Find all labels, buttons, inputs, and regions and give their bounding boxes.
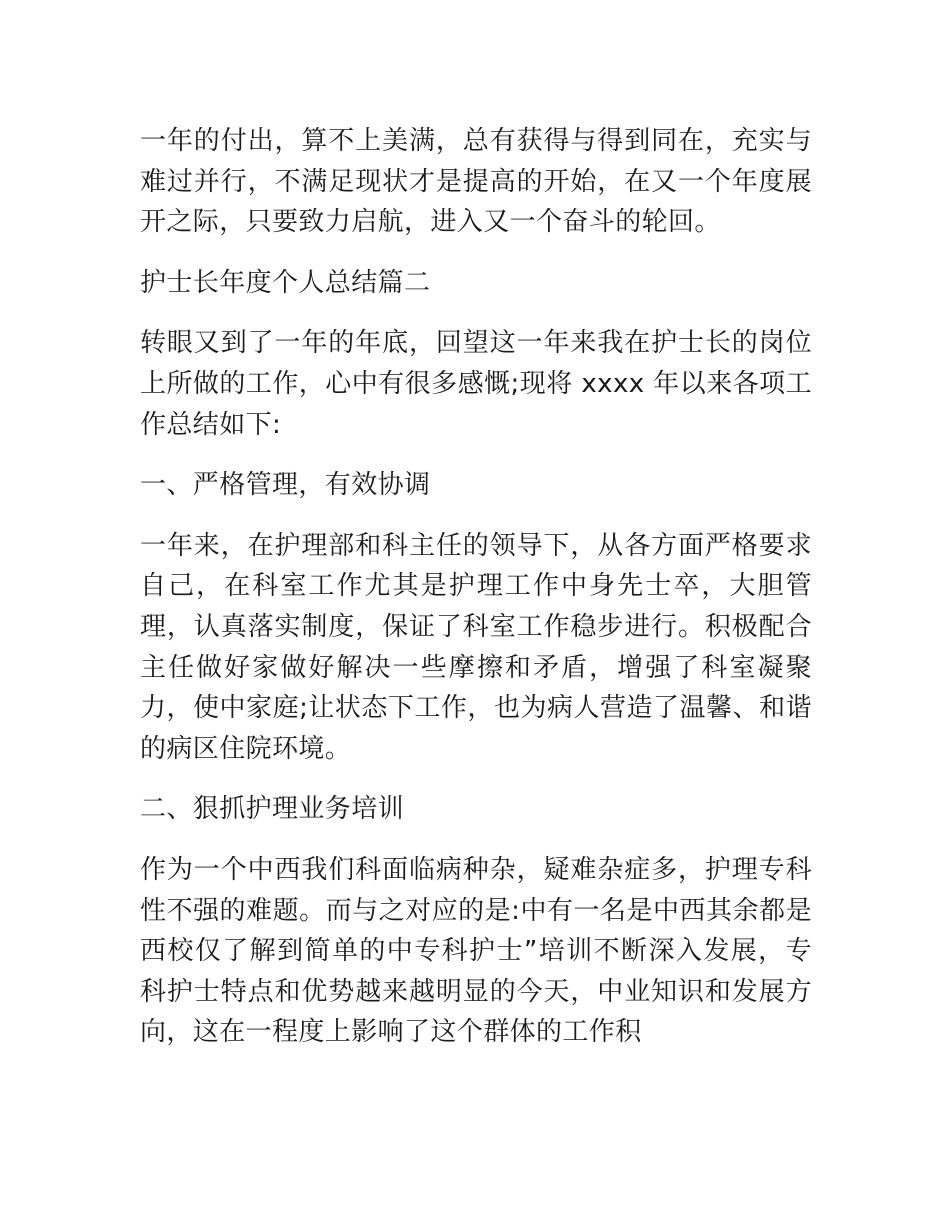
paragraph-intro: 一年的付出，算不上美满，总有获得与得到同在，充实与难过并行，不满足现状才是提高的开始，在又一个年度展开之际，只要致力启航，进入又一个奋斗的轮回。 <box>140 126 812 238</box>
paragraph-training: 作为一个中西我们科面临病种杂，疑难杂症多，护理专科性不强的难题。而与之对应的是:中有一名是中西其余都是西校仅了解到简单的中专科护士”培训不断深入发展，专科护士特点和优势越来越明显的今天，中业知识和发展方向，这在一程度上影响了这个群体的工作积 <box>140 854 812 1048</box>
heading-training: 二、狠抓护理业务培训 <box>140 794 405 825</box>
heading-strict-management: 一、严格管理，有效协调 <box>140 470 431 501</box>
paragraph-summary-intro: 转眼又到了一年的年底，回望这一年来我在护士长的岗位上所做的工作，心中有很多感慨;现将 xxxx 年以来各项工作总结如下: <box>140 328 812 440</box>
paragraph-management: 一年来，在护理部和科主任的领导下，从各方面严格要求自己，在科室工作尤其是护理工作中身先士卒，大胆管理，认真落实制度，保证了科室工作稳步进行。积极配合主任做好家做好解决一些摩擦和矛盾，增强了科室凝聚力，使中家庭;让状态下工作，也为病人营造了温馨、和谐的病区住院环境。 <box>140 530 812 764</box>
section-title-part-two: 护士长年度个人总结篇二 <box>140 267 431 298</box>
document-body <box>140 121 812 1073</box>
